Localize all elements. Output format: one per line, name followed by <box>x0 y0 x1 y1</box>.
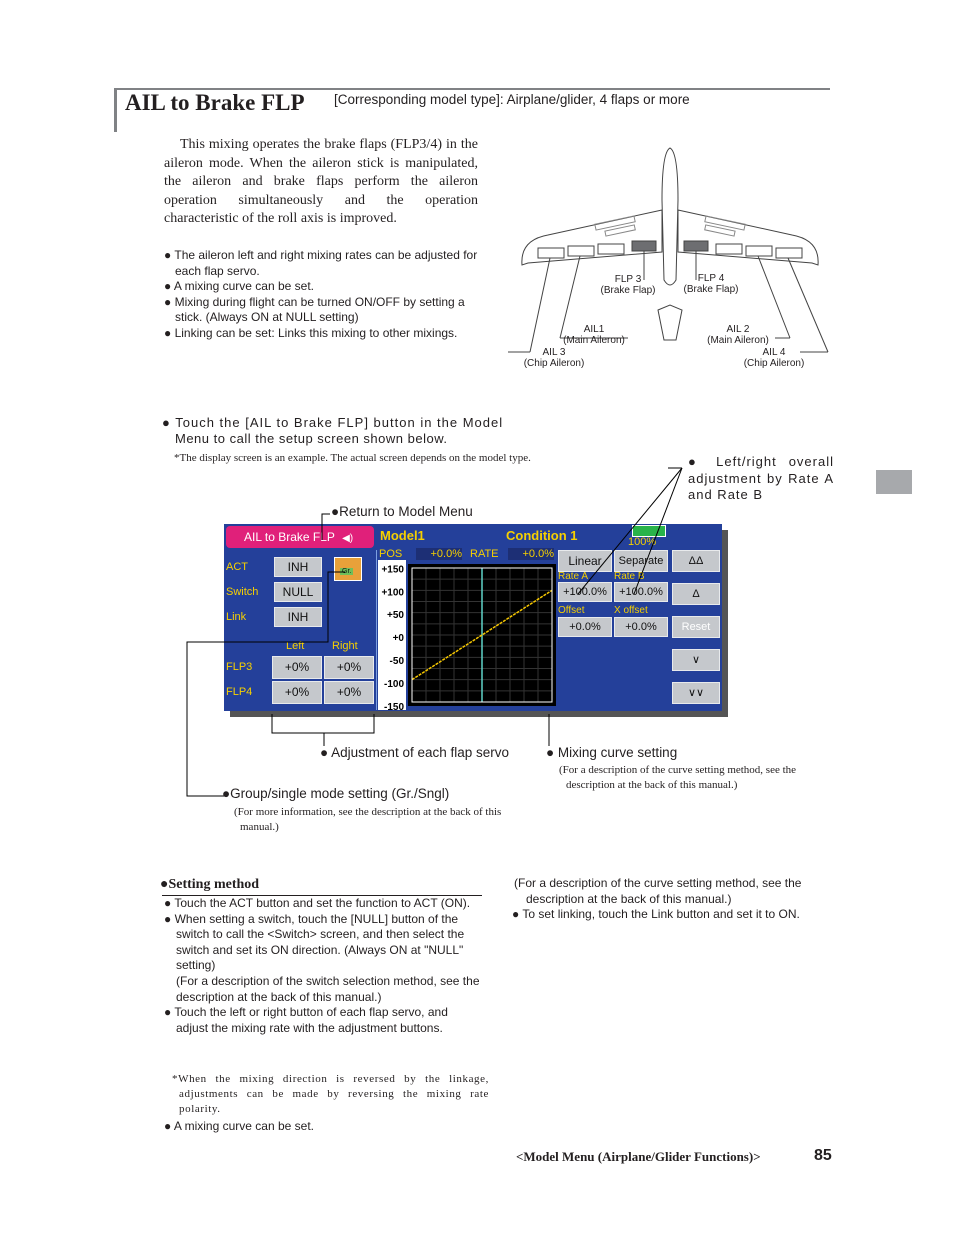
model-name: Model1 <box>380 528 425 543</box>
list-item: (For a description of the switch selection method, see the description at the back of this manual.) <box>176 973 480 1004</box>
pos-value: +0.0% <box>416 548 462 560</box>
ail2-label: AIL 2 (Main Aileron) <box>707 324 769 346</box>
flp4-label: FLP 4 (Brake Flap) <box>683 273 739 295</box>
switch-label: Switch <box>226 586 259 598</box>
overall-adjustment-callout: ● Left/right overall adjustment by Rate A and Rate B <box>688 454 834 502</box>
setting-note: *When the mixing direction is reversed by the linkage, adjustments can be made by reversing the mixing rate polarity. <box>172 1073 489 1115</box>
speaker-icon: ◀) <box>342 533 354 544</box>
rate-value: +0.0% <box>508 548 554 560</box>
switch-button[interactable]: NULL <box>274 582 322 602</box>
rate-b-button[interactable]: +100.0% <box>614 582 668 602</box>
mixing-curve-callout: ● Mixing curve setting <box>546 745 678 760</box>
group-note: (For more information, see the description at the back of this manual.) <box>234 806 502 833</box>
curve-note: (For a description of the curve setting method, see the description at the back of this manual.) <box>559 764 797 791</box>
left-header: Left <box>286 640 305 652</box>
flp3-label: FLP 3 (Brake Flap) <box>600 274 656 296</box>
link-label: Link <box>226 611 247 623</box>
list-item: ● Touch the left or right button of each flap servo, and adjust the mixing rate with the adjustment buttons. <box>164 1005 448 1035</box>
setting-method-title: ●Setting method <box>160 877 260 892</box>
list-item: ● Linking can be set: Links this mixing to other mixings. <box>164 325 458 340</box>
x-offset-button[interactable]: +0.0% <box>614 617 668 637</box>
ail4-label: AIL 4 (Chip Aileron) <box>743 347 805 369</box>
condition-name: Condition 1 <box>506 528 578 543</box>
pos-label: POS <box>379 548 403 560</box>
act-label: ACT <box>226 561 248 573</box>
y-tick-label: +100 <box>381 587 404 599</box>
x-offset-label: X offset <box>614 605 648 616</box>
list-item: ● When setting a switch, touch the [NULL] button of the switch to call the <Switch> screen, and then select the switch and set its ON direction. (Always ON at "NULL" setting) <box>164 911 465 973</box>
ail3-label: AIL 3 (Chip Aileron) <box>523 347 585 369</box>
touch-instruction: ● Touch the [AIL to Brake FLP] button in the Model Menu to call the setup screen shown below. <box>162 415 504 446</box>
list-item: ● Mixing during flight can be turned ON/OFF by setting a stick. (Always ON at NULL setting) <box>164 294 465 325</box>
setting-last: ● A mixing curve can be set. <box>164 1119 314 1133</box>
page-title: AIL to Brake FLP <box>125 90 305 115</box>
list-item: ● To set linking, touch the Link button and set it to ON. <box>512 907 800 922</box>
separate-button[interactable]: Separate <box>614 550 668 572</box>
rate-b-label: Rate B <box>614 571 645 582</box>
flp3-right-button[interactable]: +0% <box>324 656 374 679</box>
flp3-label: FLP3 <box>226 661 253 673</box>
offset-button[interactable]: +0.0% <box>558 617 612 637</box>
screen-title-button[interactable]: AIL to Brake FLP ◀) <box>226 526 374 548</box>
act-button[interactable]: INH <box>274 557 322 577</box>
offset-label: Offset <box>558 605 585 616</box>
up-button[interactable]: Δ <box>672 583 720 605</box>
flp4-right-button[interactable]: +0% <box>324 681 374 704</box>
flp3-left-button[interactable]: +0% <box>272 656 322 679</box>
y-tick-label: -50 <box>389 656 404 668</box>
rate-label: RATE <box>470 548 499 560</box>
y-tick-label: +0 <box>392 633 404 645</box>
group-callout: ●Group/single mode setting (Gr./Sngl) <box>222 786 450 801</box>
y-tick-label: +150 <box>381 564 404 576</box>
rate-a-label: Rate A <box>558 571 589 582</box>
y-tick-label: -100 <box>383 679 404 691</box>
corresponding-model-type: [Corresponding model type]: Airplane/glider, 4 flaps or more <box>334 92 690 107</box>
down-fast-button[interactable]: ∨∨ <box>672 682 720 704</box>
linear-button[interactable]: Linear <box>558 550 612 572</box>
setting-list <box>164 896 482 1036</box>
rate-a-button[interactable]: +100.0% <box>558 582 612 602</box>
list-item: ● A mixing curve can be set. <box>164 279 314 294</box>
y-tick-label: +50 <box>387 610 404 622</box>
list-item: (For a description of the curve setting method, see the description at the back of this manual.) <box>514 876 802 906</box>
footer-section: <Model Menu (Airplane/Glider Functions)> <box>516 1149 761 1164</box>
page-number: 85 <box>814 1147 832 1164</box>
flp4-left-button[interactable]: +0% <box>272 681 322 704</box>
return-callout: ●Return to Model Menu <box>331 504 473 519</box>
flp4-label: FLP4 <box>226 686 253 698</box>
display-note: *The display screen is an example. The actual screen depends on the model type. <box>174 452 531 464</box>
ail1-label: AIL1 (Main Aileron) <box>563 324 625 346</box>
up-fast-button[interactable]: ΔΔ <box>672 550 720 572</box>
group-icon-badge: Gr. <box>342 568 352 575</box>
battery-percent: 100% <box>628 536 657 548</box>
reset-button[interactable]: Reset <box>672 616 720 638</box>
right-column <box>512 876 834 923</box>
intro-text: This mixing operates the brake flaps (FLP3/4) in the aileron mode. When the aileron stick is manipulated, the aileron and brake flaps perform the aileron operation simultaneously and the operation characteristic of the roll axis is improved. <box>164 137 478 226</box>
right-header: Right <box>332 640 358 652</box>
down-button[interactable]: ∨ <box>672 649 720 671</box>
y-tick-label: -150 <box>383 702 404 710</box>
each-flap-callout: ● Adjustment of each flap servo <box>320 745 510 760</box>
link-button[interactable]: INH <box>274 607 322 627</box>
list-item: ● The aileron left and right mixing rates can be adjusted for each flap servo. <box>164 248 478 278</box>
list-item: ● Touch the ACT button and set the function to ACT (ON). <box>164 896 471 910</box>
